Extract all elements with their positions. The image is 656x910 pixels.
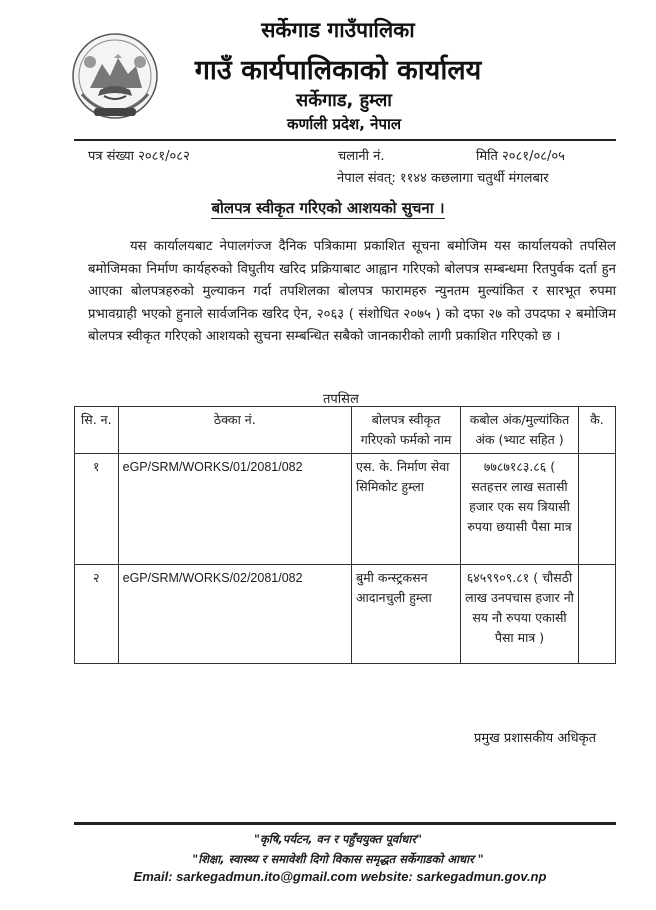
row-contract-no: eGP/SRM/WORKS/01/2081/082 [118,454,351,565]
dispatch-number: चलानी नं. [338,149,385,164]
notice-body: यस कार्यालयबाट नेपालगंज्ज दैनिक पत्रिकामा प्रकाशित सूचना बमोजिम यस कार्यालयको तपसिल बमोजिमका निर्माण कार्यहरुको विघुतीय खरिद प्रक्रियाबाट आह्वान गरिएको बोलपत्र सम्बन्धमा रितपुर्वक दर्ता हुन आएका बोलपत्रहरुको मुल्याकन गर्दा तपशिलका बोलपत्र फारामहरु न्युनतम मुल्यांकित र सारभूत रुपमा प्रभावग्राही भएको हुनाले सार्वजनिक खरिद ऐन, २०६३ ( संशोधित २०७५ ) को दफा २७ को उपदफा २ बमोजिम बोलपत्र स्वीकृत गरिएको आशयको सुचना सम्बन्धित सबैको जानकारीको लागी प्रकाशित गरिएको छ । [88,239,616,345]
row-remarks [578,565,615,664]
header-serial: सि. न. [75,407,119,454]
header-firm-name: बोलपत्र स्वीकृत गरिएको फर्मको नाम [352,407,461,454]
footer-divider [74,822,616,825]
table-header-row [75,407,616,454]
letter-number: पत्र संख्या २०८१/०८२ [88,149,190,164]
letter-date: मिति २०८१/०८/०५ [476,149,565,164]
row-amount: ६४५९९०९.८१ ( चौसठी लाख उनपचास हजार नौ सय नौ रुपया एकासी पैसा मात्र ) [461,565,579,664]
tender-table [74,406,616,664]
municipality-name: सर्केगाड गाउँपालिका [261,18,415,42]
footer-contact: Email: sarkegadmun.ito@gmail.com website: sarkegadmun.gov.np [133,869,547,884]
header-remarks: कै. [578,407,615,454]
row-firm-name: एस. के. निर्माण सेवा सिमिकोट हुम्ला [352,454,461,565]
notice-subject: बोलपत्र स्वीकृत गरिएको आशयको सुचना । [211,199,445,217]
footer-slogan-2: "शिक्षा, स्वास्थ्य र समावेशी दिगो विकास समृद्धत सर्केगाडको आधार " [192,852,484,866]
row-serial: २ [75,565,119,664]
row-remarks [578,454,615,565]
header-divider [74,139,616,141]
office-location: सर्केगाड, हुम्ला [296,90,392,111]
row-contract-no: eGP/SRM/WORKS/02/2081/082 [118,565,351,664]
table-row [75,454,616,565]
table-row [75,565,616,664]
row-serial: १ [75,454,119,565]
nepal-sambat-date: नेपाल संवत्: ११४४ कछलागा चतुर्थी मंगलबार [337,171,549,186]
row-firm-name: बुमी कन्स्ट्रकसन आदानचुली हुम्ला [352,565,461,664]
signatory-title: प्रमुख प्रशासकीय अधिकृत [474,731,597,746]
header-amount: कबोल अंक/मुल्यांकित अंक (भ्याट सहित ) [461,407,579,454]
header-contract-no: ठेक्का नं. [118,407,351,454]
footer-slogan-1: "कृषि,पर्यटन, वन र पहुँचयुक्त पूर्वाधार" [253,832,423,846]
office-name: गाउँ कार्यपालिकाको कार्यालय [194,55,482,86]
province-name: कर्णाली प्रदेश, नेपाल [286,115,402,133]
table-caption: तपसिल [323,392,359,407]
row-amount: ७७८७१८३.८६ ( सतहत्तर लाख सतासी हजार एक सय त्रियासी रुपया छयासी पैसा मात्र [461,454,579,565]
